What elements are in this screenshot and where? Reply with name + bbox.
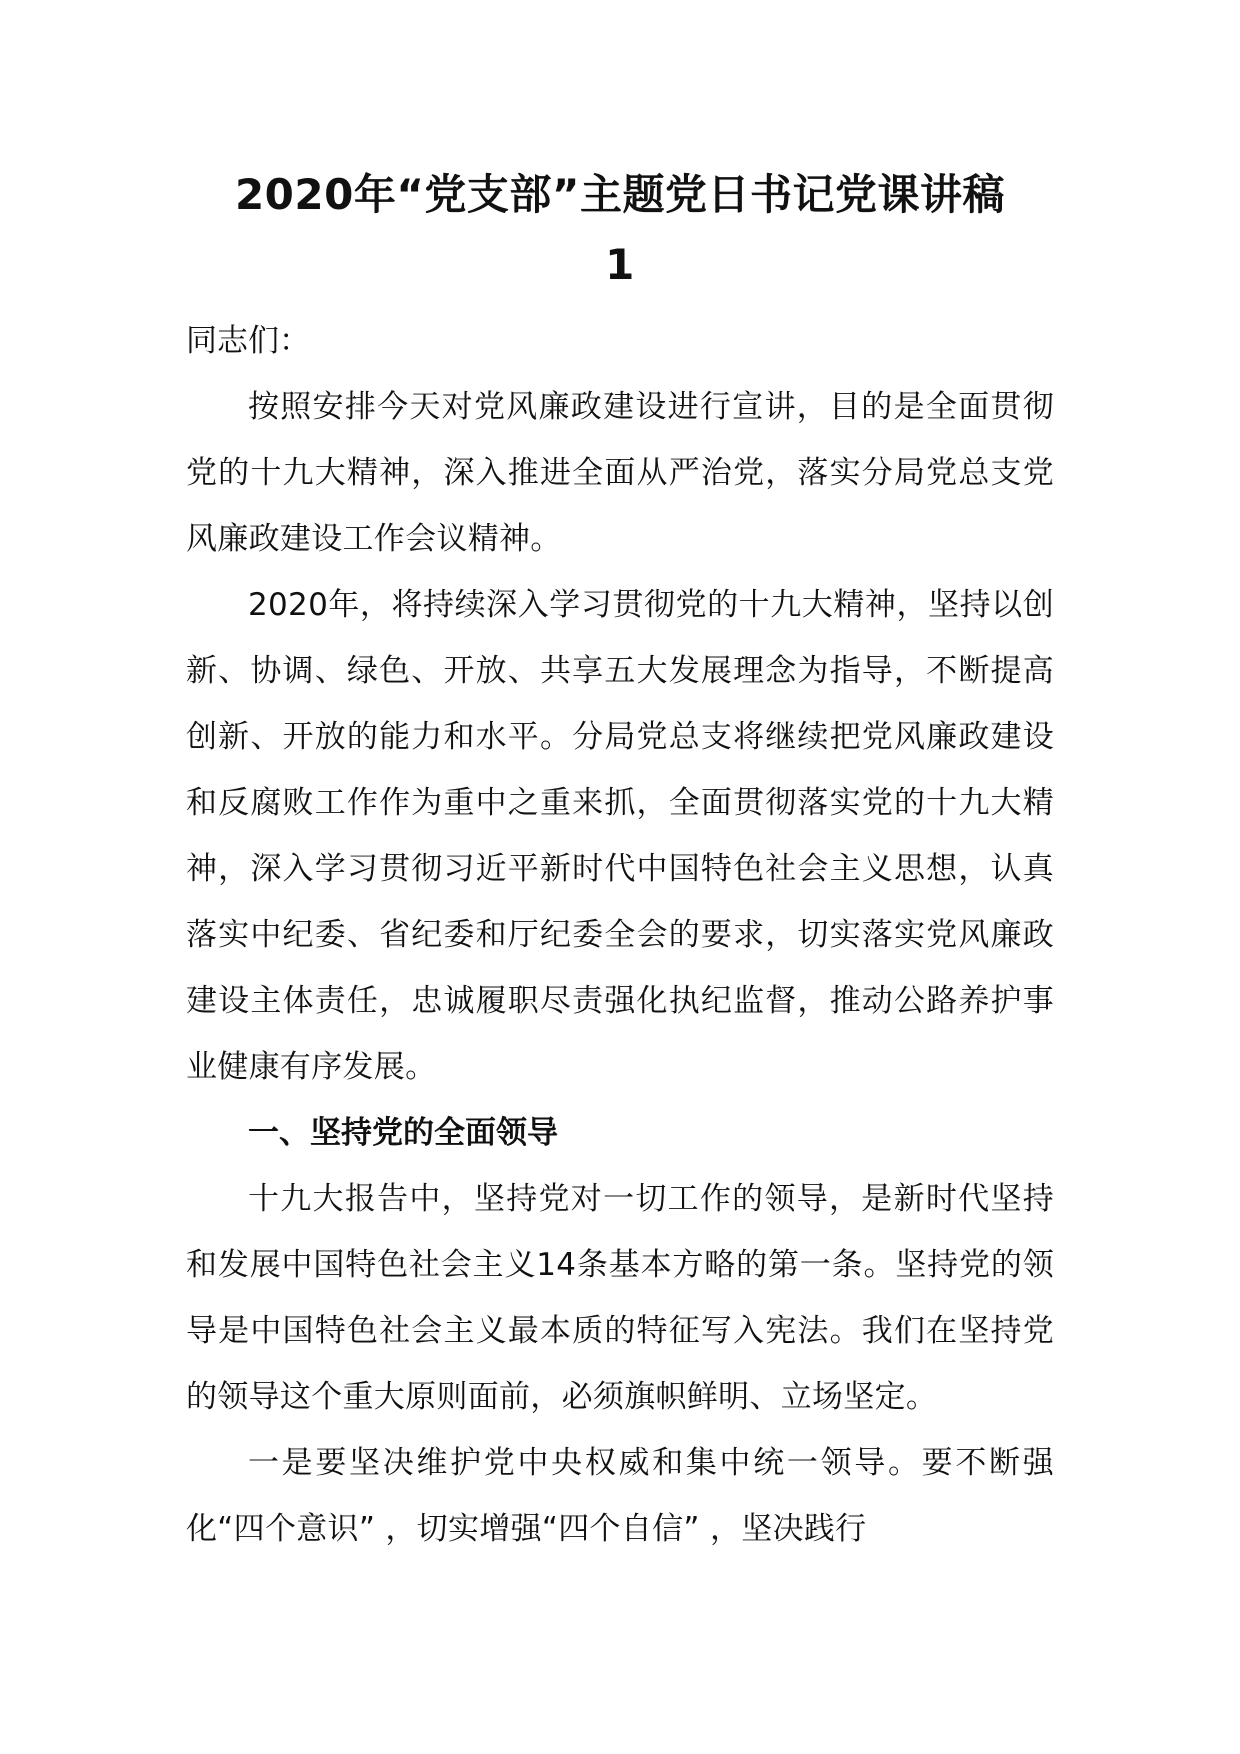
paragraph-2020-plan: 2020年，将持续深入学习贯彻党的十九大精神，坚持以创新、协调、绿色、开放、共享五大发展理念为指导，不断提高创新、开放的能力和水平。分局党总支将继续把党风廉政建设和反腐败工作作为重中之重来抓，全面贯彻落实党的十九大精神，深入学习贯彻习近平新时代中国特色社会主义思想，认真落实中纪委、省纪委和厅纪委全会的要求，切实落实党风廉政建设主体责任，忠诚履职尽责强化执纪监督，推动公路养护事业健康有序发展。 — [186, 587, 1054, 1085]
document-body — [186, 160, 1054, 1562]
paragraph-point-one: 一是要坚决维护党中央权威和集中统一领导。要不断强化“四个意识” ，切实增强“四个自信” ，坚决践行 — [186, 1445, 1054, 1547]
document-title — [186, 160, 1054, 300]
paragraph-party-leadership: 十九大报告中，坚持党对一切工作的领导，是新时代坚持和发展中国特色社会主义14条基本方略的第一条。坚持党的领导是中国特色社会主义最本质的特征写入宪法。我们在坚持党的领导这个重大原则面前，必须旗帜鲜明、立场坚定。 — [186, 1181, 1054, 1415]
salutation: 同志们： — [186, 323, 310, 359]
section-heading-1: 一、坚持党的全面领导 — [248, 1115, 558, 1151]
title-line-1: 2020年“党支部”主题党日书记党课讲稿 — [234, 170, 1006, 219]
paragraph-intro: 按照安排今天对党风廉政建设进行宣讲，目的是全面贯彻党的十九大精神，深入推进全面从严治党，落实分局党总支党风廉政建设工作会议精神。 — [186, 389, 1054, 557]
title-line-2: 1 — [605, 240, 635, 289]
